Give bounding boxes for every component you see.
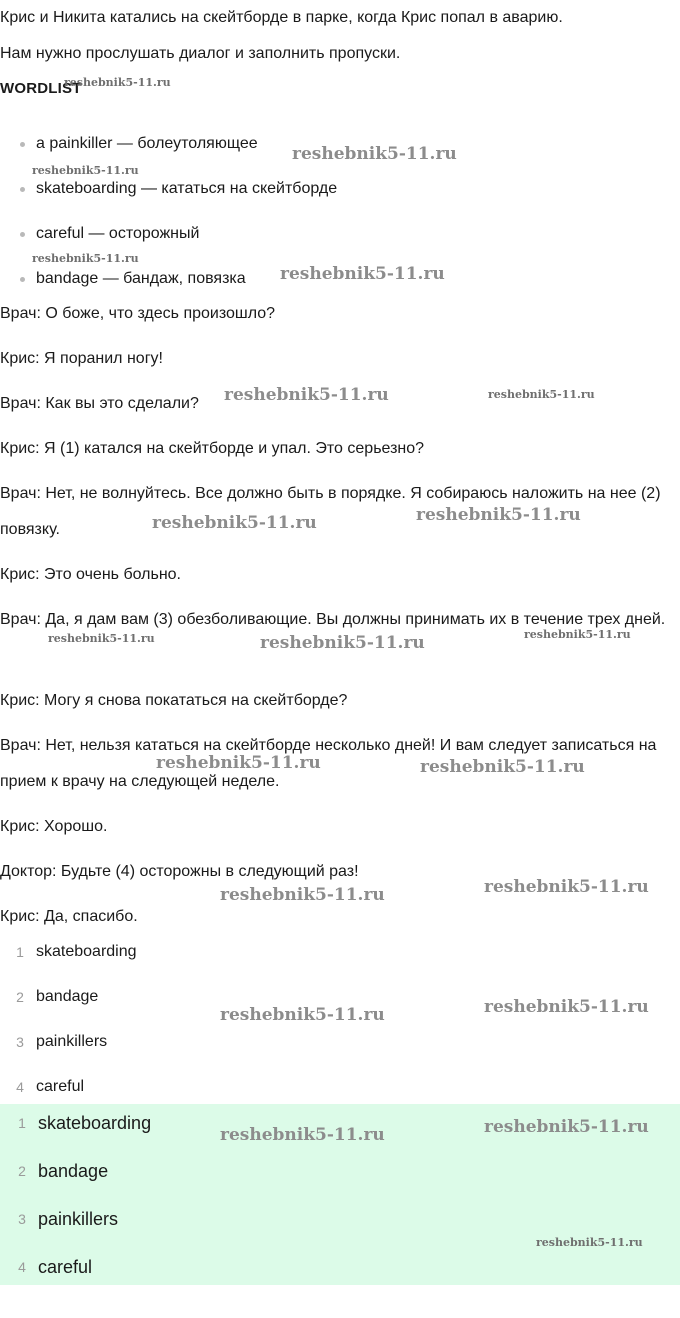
item-number: 3 xyxy=(18,1211,26,1227)
item-number: 1 xyxy=(16,944,24,960)
dialogue-line: Врач: Как вы это сделали? xyxy=(0,395,199,412)
dialogue-line: Крис: Могу я снова покататься на скейтборде? xyxy=(0,692,348,709)
intro-line-2: Нам нужно прослушать диалог и заполнить пропуски. xyxy=(0,45,401,62)
watermark: reshebnik5-11.ru xyxy=(524,628,631,641)
watermark: reshebnik5-11.ru xyxy=(416,505,581,525)
dialogue-line: Врач: Нет, не волнуйтесь. Все должно быть в порядке. Я собираюсь наложить на нее (2) повязку. xyxy=(0,485,661,538)
dialogue-line: Крис: Да, спасибо. xyxy=(0,908,138,925)
answer-box: 1 skateboarding 2 bandage 3 painkillers 4 careful xyxy=(0,1104,680,1285)
bullet-dot-icon xyxy=(20,142,25,147)
bullet-dot-icon xyxy=(20,232,25,237)
dialogue-line: Крис: Хорошо. xyxy=(0,818,108,835)
item-number: 4 xyxy=(16,1079,24,1095)
watermark: reshebnik5-11.ru xyxy=(48,632,155,645)
watermark: reshebnik5-11.ru xyxy=(420,757,585,777)
watermark: reshebnik5-11.ru xyxy=(292,144,457,164)
watermark: reshebnik5-11.ru xyxy=(32,252,139,265)
dialogue-line: Врач: Да, я дам вам (3) обезболивающие. Вы должны принимать их в течение трех дней. xyxy=(0,611,666,628)
item-number: 2 xyxy=(16,989,24,1005)
watermark: reshebnik5-11.ru xyxy=(220,1005,385,1025)
watermark: reshebnik5-11.ru xyxy=(220,885,385,905)
wordlist-heading: WORDLIST xyxy=(0,80,82,97)
watermark: reshebnik5-11.ru xyxy=(488,388,595,401)
dialogue-line: Крис: Это очень больно. xyxy=(0,566,181,583)
watermark: reshebnik5-11.ru xyxy=(484,877,649,897)
watermark: reshebnik5-11.ru xyxy=(152,513,317,533)
watermark: reshebnik5-11.ru xyxy=(32,164,139,177)
item-number: 1 xyxy=(18,1115,26,1131)
watermark: reshebnik5-11.ru xyxy=(484,1117,649,1137)
watermark: reshebnik5-11.ru xyxy=(220,1125,385,1145)
intro-line-1: Крис и Никита катались на скейтборде в парке, когда Крис попал в аварию. xyxy=(0,9,563,26)
item-number: 4 xyxy=(18,1259,26,1275)
bullet-dot-icon xyxy=(20,187,25,192)
dialogue-line: Крис: Я (1) катался на скейтборде и упал. Это серьезно? xyxy=(0,440,425,457)
dialogue-line: Врач: О боже, что здесь произошло? xyxy=(0,305,276,322)
dialogue-line: Доктор: Будьте (4) осторожны в следующий раз! xyxy=(0,863,359,880)
dialogue-line: Крис: Я поранил ногу! xyxy=(0,350,163,367)
watermark: reshebnik5-11.ru xyxy=(280,264,445,284)
watermark: reshebnik5-11.ru xyxy=(260,633,425,653)
watermark: reshebnik5-11.ru xyxy=(484,997,649,1017)
watermark: reshebnik5-11.ru xyxy=(156,753,321,773)
watermark: reshebnik5-11.ru xyxy=(64,76,171,89)
bullet-dot-icon xyxy=(20,277,25,282)
item-number: 3 xyxy=(16,1034,24,1050)
watermark: reshebnik5-11.ru xyxy=(224,385,389,405)
dialogue-line: Врач: Нет, нельзя кататься на скейтборде несколько дней! И вам следует записаться на прием к врачу на следующей неделе. xyxy=(0,737,657,790)
watermark: reshebnik5-11.ru xyxy=(536,1236,643,1249)
item-number: 2 xyxy=(18,1163,26,1179)
